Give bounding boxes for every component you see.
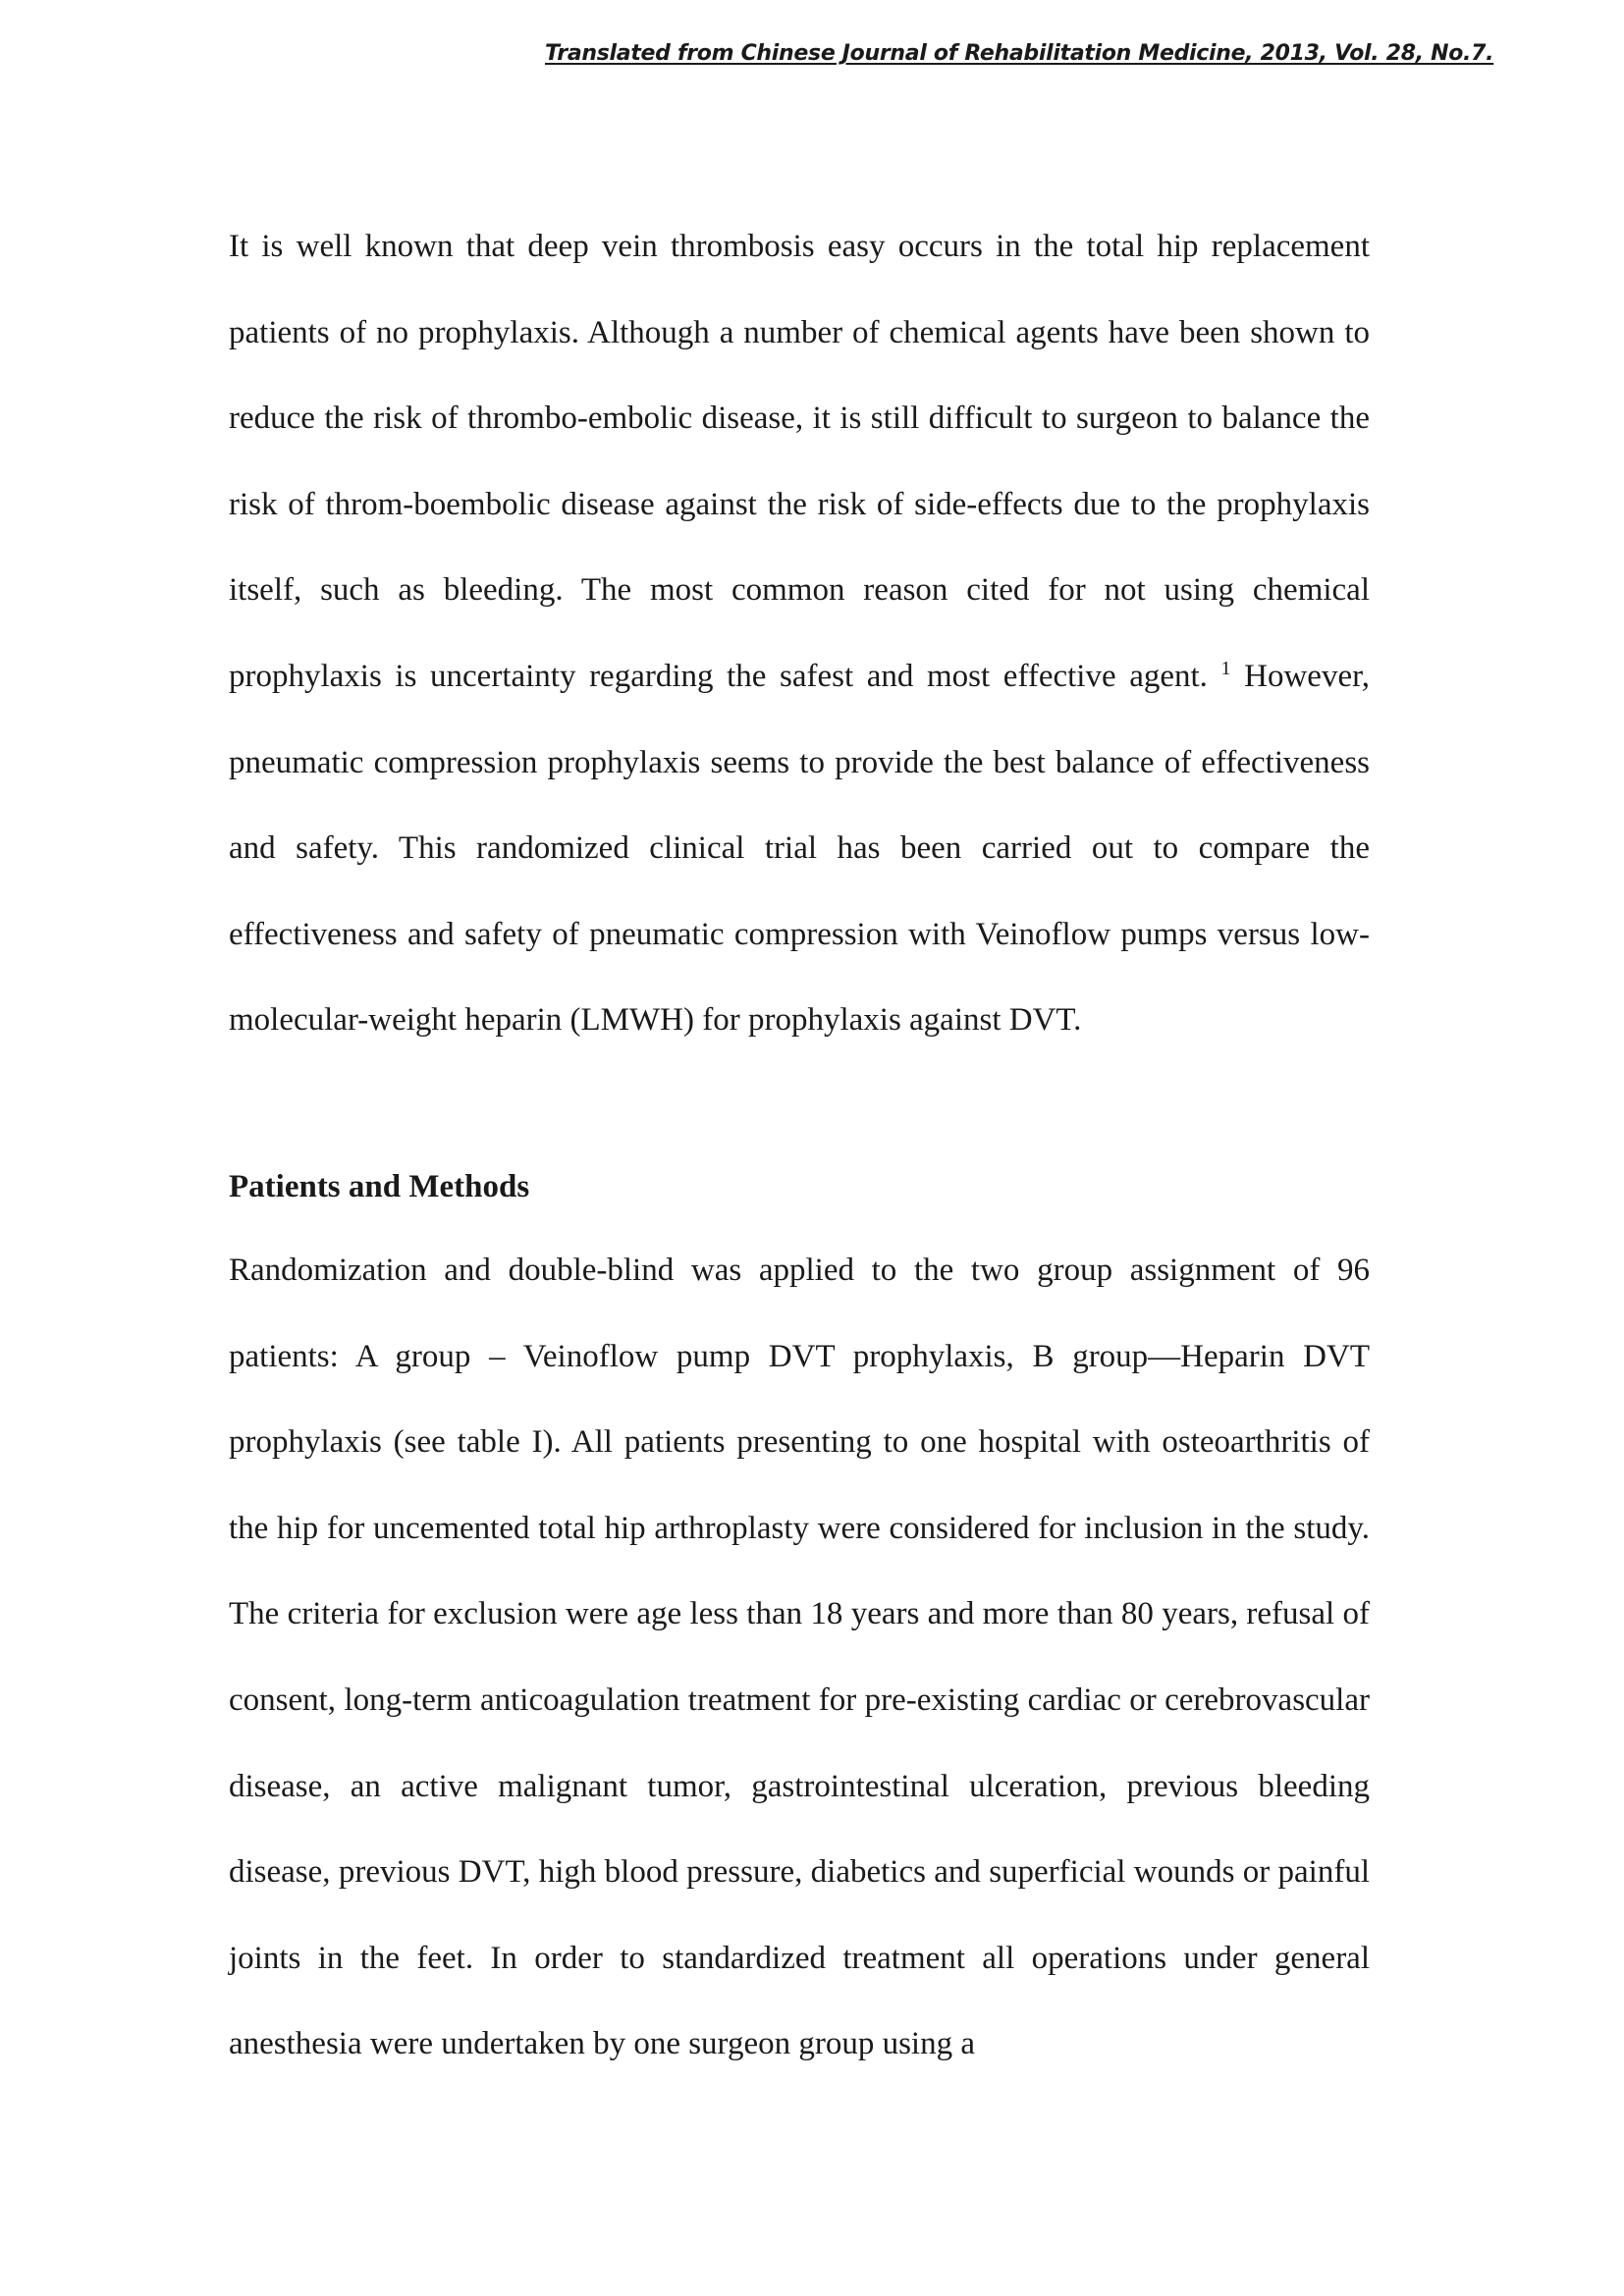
running-header: Translated from Chinese Journal of Rehabilitation Medicine, 2013, Vol. 28, No.7. [545,41,1494,66]
methods-paragraph: Randomization and double-blind was applied to the two group assignment of 96 patients: A group – Veinoflow pump DVT prophylaxis, B group—Heparin DVT prophylaxis (see table I). All patients presenting to one hospital with osteoarthritis of the hip for uncemented total hip arthroplasty were considered for inclusion in the study. The criteria for exclusion were age less than 18 years and more than 80 years, refusal of consent, long-term anticoagulation treatment for pre-existing cardiac or cerebrovascular disease, an active malignant tumor, gastrointestinal ulceration, previous bleeding disease, previous DVT, high blood pressure, diabetics and superficial wounds or painful joints in the feet. In order to standardized treatment all operations under general anesthesia were undertaken by one surgeon group using a [229,1253,1370,2062]
intro-paragraph [229,204,1370,1064]
intro-text-continued: However, pneumatic compression prophylaxis seems to provide the best balance of effectiveness and safety. This randomized clinical trial has been carried out to compare the effectiveness and safety of pneumatic compression with Veinoflow pumps versus low-molecular-weight heparin (LMWH) for prophylaxis against DVT. [229,658,1371,1039]
intro-text: It is well known that deep vein thrombosis easy occurs in the total hip replacement patients of no prophylaxis. Although a number of chemical agents have been shown to reduce the risk of thrombo-embolic disease, it is still difficult to surgeon to balance the risk of throm-boembolic disease against the risk of side-effects due to the prophylaxis itself, such as bleeding. The most common reason cited for not using chemical prophylaxis is uncertainty regarding the safest and most effective agent. [229,229,1370,694]
citation-reference: 1 [1220,657,1231,679]
section-heading: Patients and Methods [229,1169,530,1204]
